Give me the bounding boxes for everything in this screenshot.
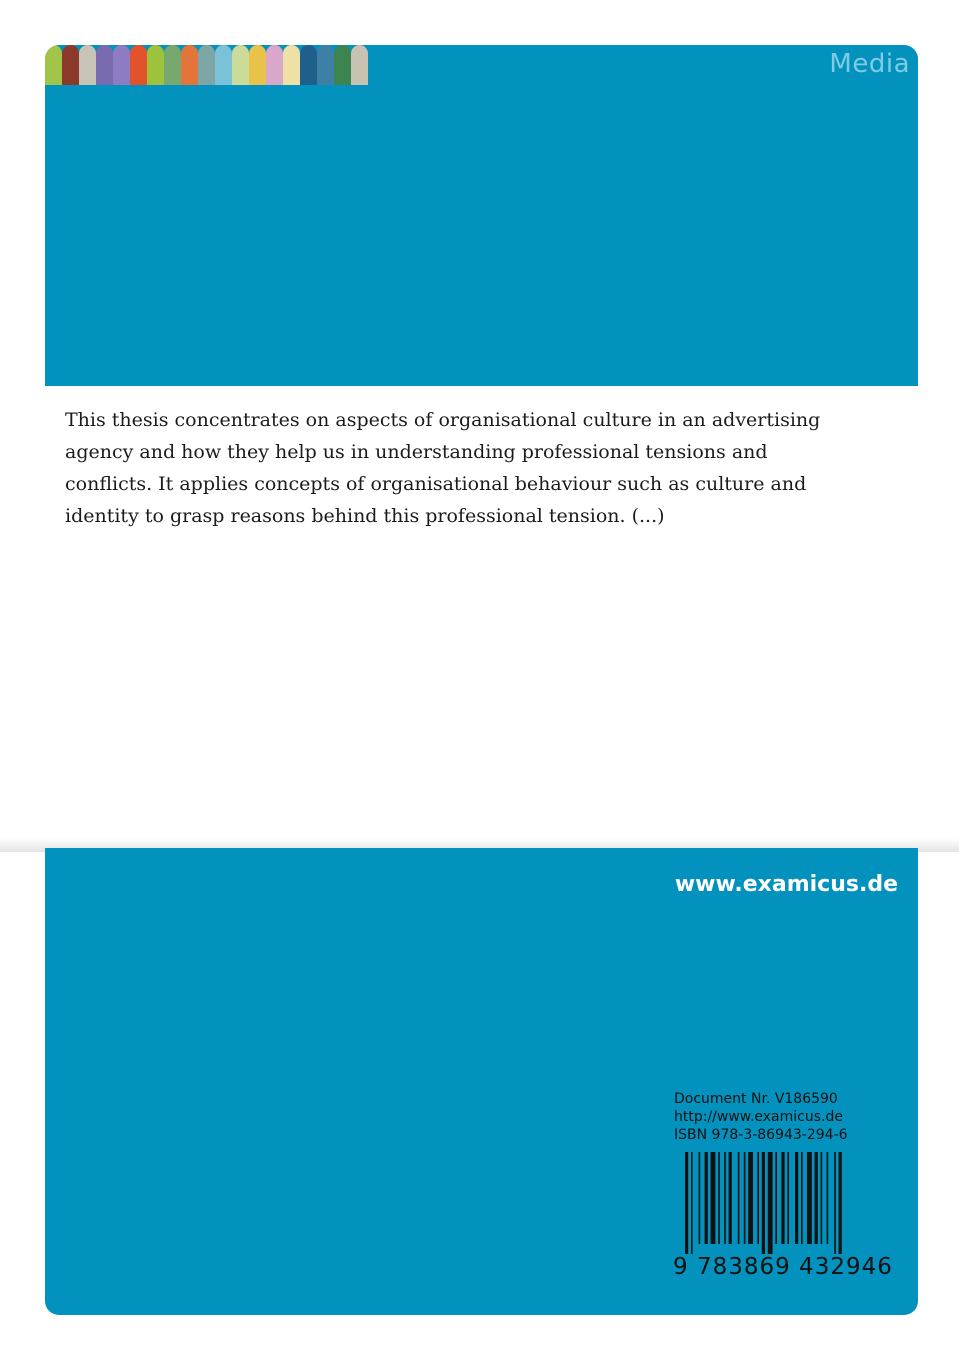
barcode-image xyxy=(685,1152,891,1254)
barcode-bar xyxy=(795,1152,798,1244)
color-tab xyxy=(266,45,283,85)
color-tab xyxy=(334,45,351,85)
publisher-url: http://www.examicus.de xyxy=(674,1109,843,1125)
blurb-line: This thesis concentrates on aspects of organisational culture in an advertising xyxy=(65,409,821,431)
barcode-bar xyxy=(834,1152,836,1254)
barcode-digits: 9 783869 432946 xyxy=(673,1254,893,1280)
color-tab xyxy=(198,45,215,85)
barcode-bar xyxy=(718,1152,720,1244)
color-tab xyxy=(96,45,113,85)
document-number: Document Nr. V186590 xyxy=(674,1091,838,1107)
barcode-bar xyxy=(711,1152,716,1244)
barcode-bar xyxy=(807,1152,812,1244)
category-label: Media xyxy=(829,49,910,79)
color-tab xyxy=(300,45,317,85)
top-cover-panel xyxy=(45,45,918,386)
barcode-bar xyxy=(762,1152,765,1254)
isbn: ISBN 978-3-86943-294-6 xyxy=(674,1127,848,1143)
bottom-cover-panel xyxy=(45,848,918,1315)
barcode-bar xyxy=(691,1152,693,1254)
blurb-line: agency and how they help us in understanding professional tensions and xyxy=(65,441,768,463)
color-tab xyxy=(215,45,232,85)
barcode-block xyxy=(665,1090,899,1286)
barcode-bar xyxy=(685,1152,688,1254)
barcode-bar xyxy=(768,1152,773,1254)
barcode-bar xyxy=(787,1152,789,1244)
color-tab xyxy=(147,45,164,85)
barcode-bar xyxy=(827,1152,829,1244)
blurb-line: identity to grasp reasons behind this professional tension. (...) xyxy=(65,505,665,527)
barcode-bar xyxy=(781,1152,784,1244)
color-tab xyxy=(164,45,181,85)
color-tab xyxy=(283,45,300,85)
barcode-bar xyxy=(839,1152,842,1254)
color-tab xyxy=(317,45,334,85)
barcode-bar xyxy=(801,1152,803,1244)
color-tab xyxy=(62,45,79,85)
barcode-bar xyxy=(775,1152,777,1244)
color-tab xyxy=(113,45,130,85)
barcode-bar xyxy=(821,1152,823,1244)
color-tab xyxy=(181,45,198,85)
back-cover-blurb xyxy=(65,404,825,532)
barcode-bar xyxy=(744,1152,746,1244)
color-tab xyxy=(232,45,249,85)
color-tab xyxy=(351,45,368,85)
barcode-bar xyxy=(705,1152,708,1244)
barcode-bar xyxy=(724,1152,726,1244)
barcode-bar xyxy=(757,1152,759,1244)
color-tab xyxy=(45,45,62,85)
publisher-website[interactable]: www.examicus.de xyxy=(674,872,898,897)
color-tab xyxy=(130,45,147,85)
barcode-bar xyxy=(699,1152,701,1244)
color-tab-strip xyxy=(45,45,368,85)
barcode-bar xyxy=(815,1152,818,1244)
barcode-bar xyxy=(738,1152,740,1244)
color-tab xyxy=(249,45,266,85)
color-tab xyxy=(79,45,96,85)
barcode-bar xyxy=(748,1152,753,1244)
blurb-line: conflicts. It applies concepts of organisational behaviour such as culture and xyxy=(65,473,807,495)
barcode-bar xyxy=(729,1152,732,1244)
